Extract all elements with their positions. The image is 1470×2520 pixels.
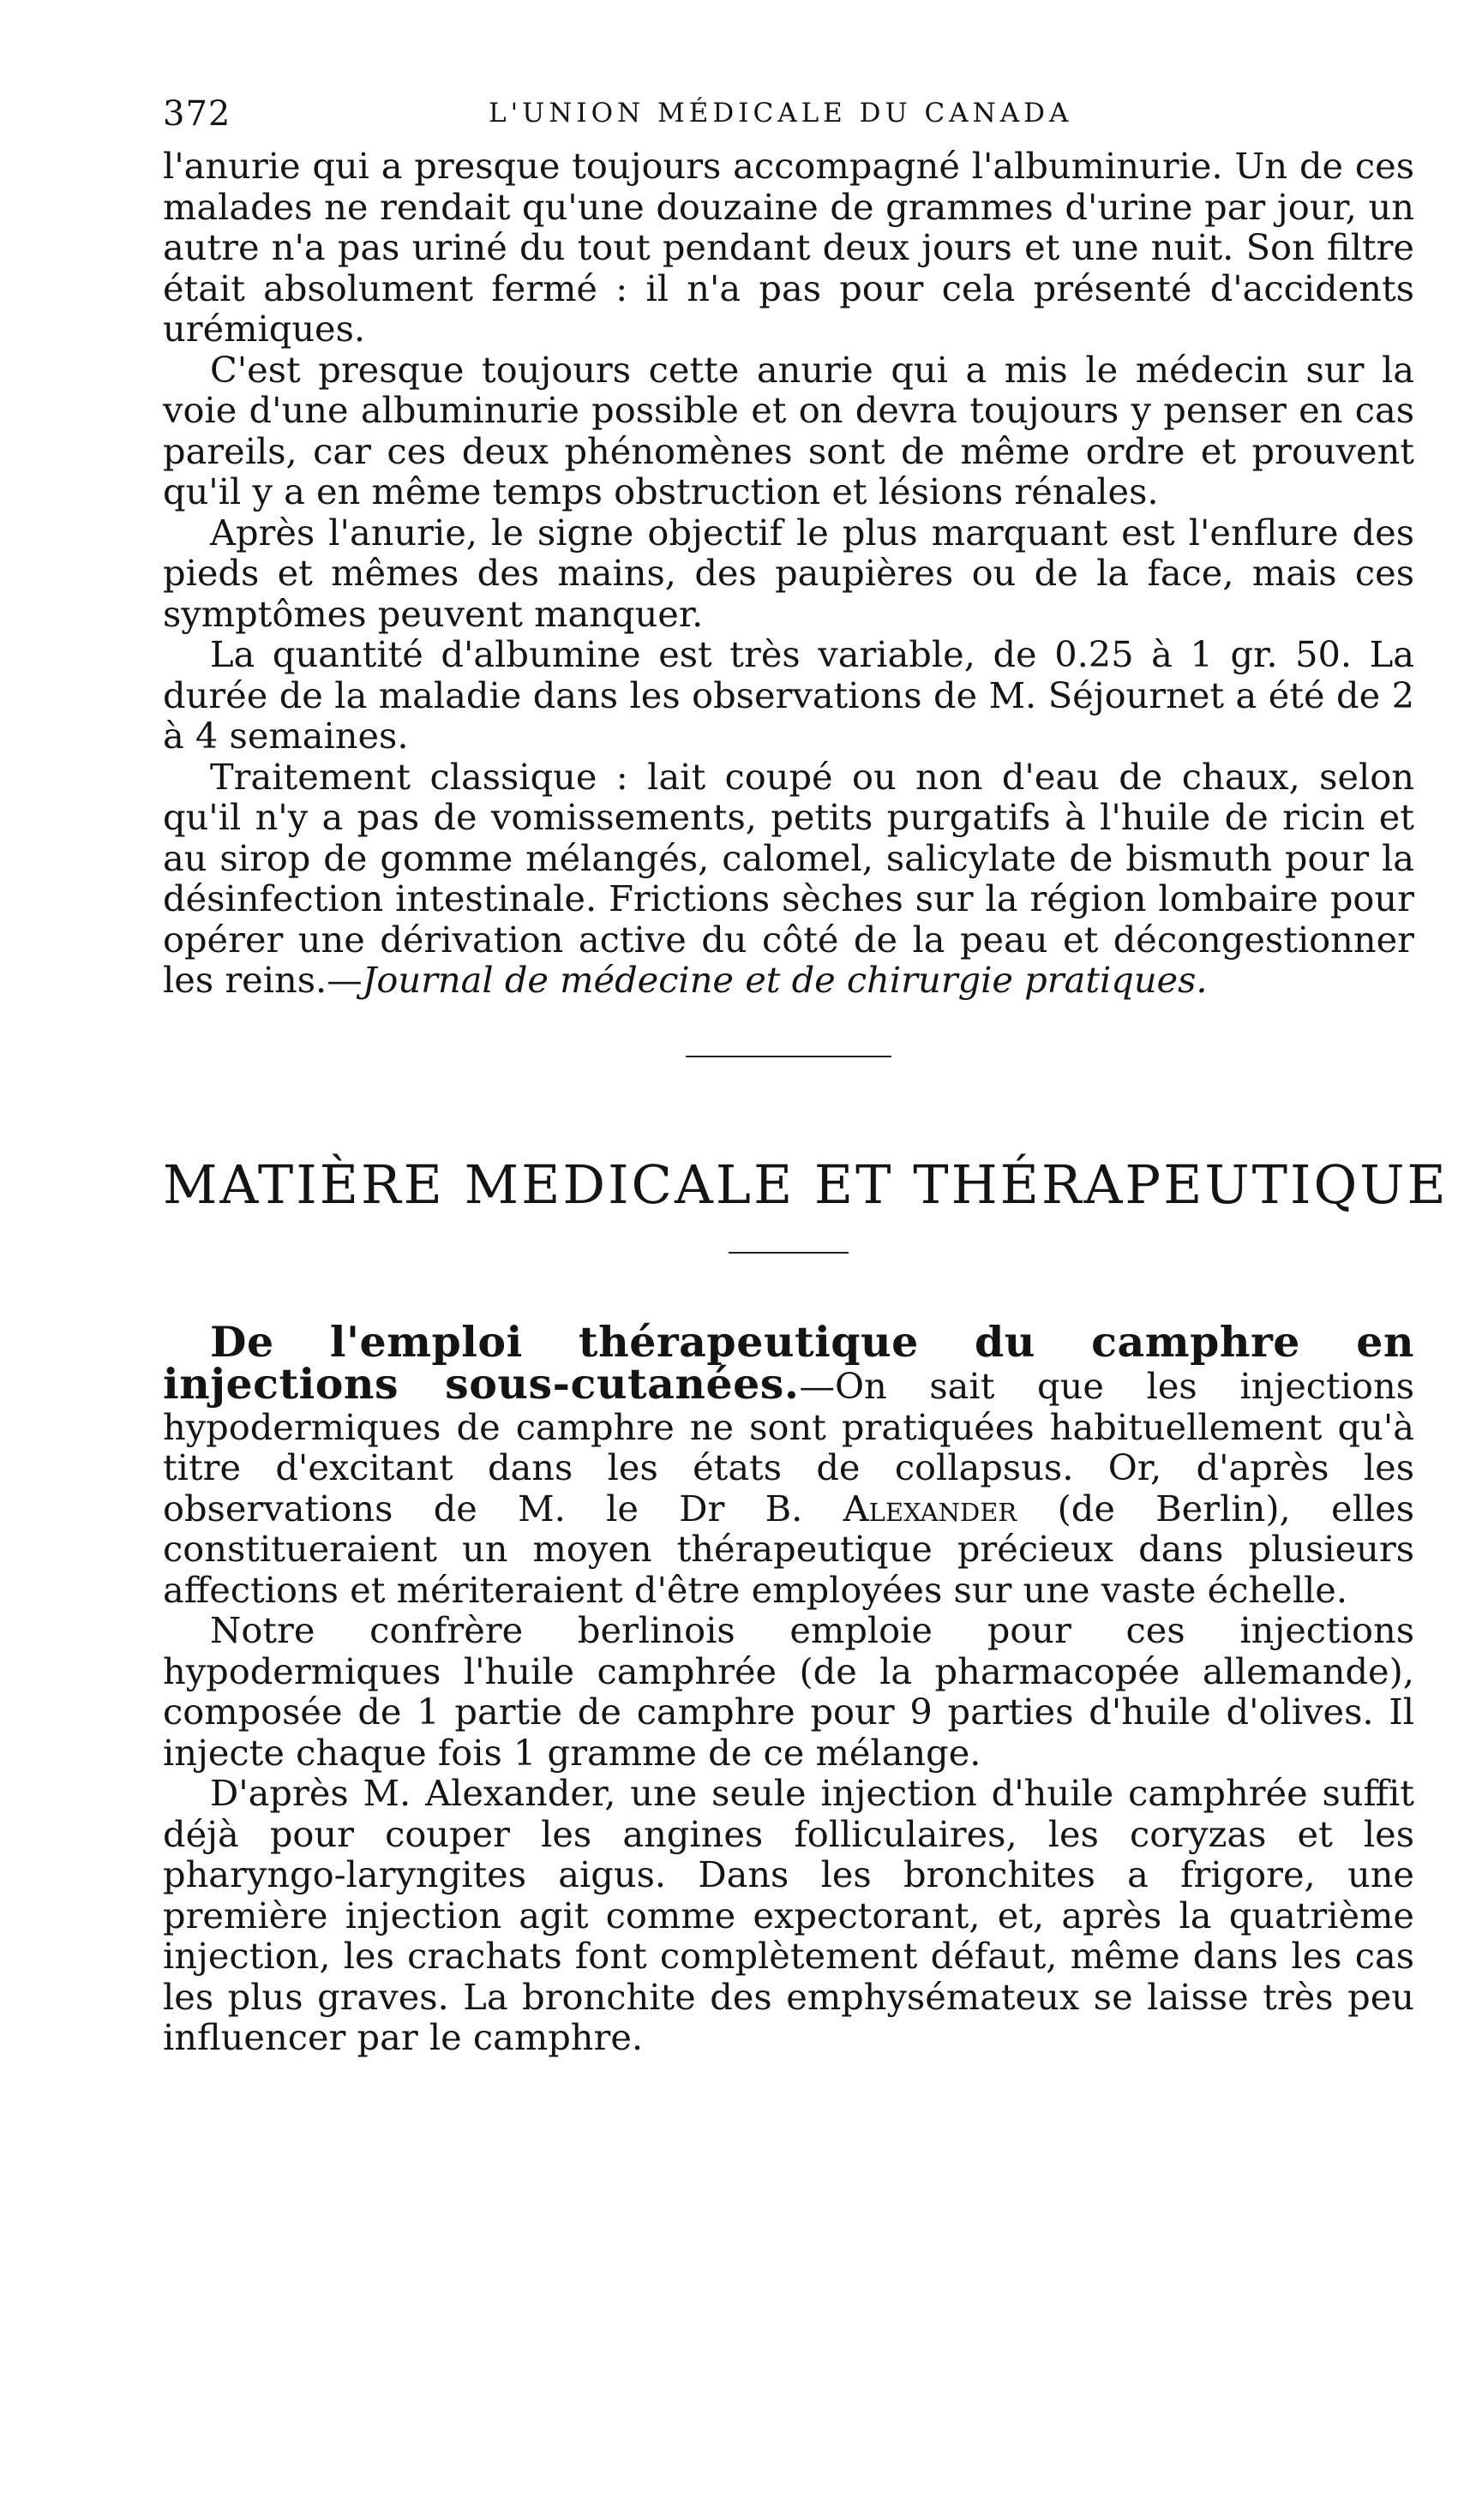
running-header <box>163 94 1414 146</box>
article-intro <box>163 1316 1415 1611</box>
paragraph: Notre confrère berlinois emploie pour ces injections hypodermiques l'huile camphrée (de la pharmacopée allemande), composée de 1 partie de camphre pour 9 parties d'huile d'olives. Il injecte chaque fois 1 gramme de ce mélange. <box>163 1609 1414 1774</box>
previous-article-text <box>163 146 1414 1001</box>
paragraph: D'après M. Alexander, une seule injection d'huile camphrée suffit déjà pour couper les angines folliculaires, les coryzas et les pharyngo-laryngites aigus. Dans les bronchites a frigore, une première injection agit comme expectorant, et, après la quatrième injection, les crachats font complètement défaut, même dans les cas les plus graves. La bronchite des emphysémateux se laisse très peu influencer par le camphre. <box>163 1772 1414 2058</box>
paragraph: Après l'anurie, le signe objectif le plus marquant est l'enflure des pieds et mêmes des mains, des paupières ou de la face, mais ces symptômes peuvent manquer. <box>163 511 1414 635</box>
section-title: MATIÈRE MEDICALE ET THÉRAPEUTIQUE <box>163 1152 1449 1216</box>
page-number: 372 <box>163 94 231 134</box>
source-citation: Journal de médecine et de chirurgie pratiques. <box>362 959 1208 1001</box>
paragraph-text: —On sait que les injections hypodermiques de camphre ne sont pratiquées habituellement qu'à titre d'excitant dans les états de collapsus. Or, d'après les observations de M. le Dr B. <box>163 1365 1414 1529</box>
author-name: Alexander <box>843 1487 1017 1529</box>
article <box>163 1316 1415 2058</box>
paragraph-text: Traitement classique : lait coupé ou non d'eau de chaux, selon qu'il n'y a pas de vomissements, petits purgatifs à l'huile de ricin et au sirop de gomme mélangés, calomel, salicylate de bismuth pour la désinfection intestinale. Frictions sèches sur la région lombaire pour opérer une dérivation active du côté de la peau et décongestionner les reins.— <box>163 755 1414 1001</box>
paragraph: l'anurie qui a presque toujours accompagné l'albuminurie. Un de ces malades ne rendait qu'une douzaine de grammes d'urine par jour, un autre n'a pas uriné du tout pendant deux jours et une nuit. Son filtre était absolument fermé : il n'a pas pour cela présenté d'accidents urémiques. <box>163 145 1414 350</box>
paragraph-with-source <box>163 757 1414 1001</box>
paragraph-text: (de Berlin), elles constitueraient un moyen thérapeutique précieux dans plusieurs affections et mériteraient d'être employées sur une vaste échelle. <box>163 1487 1415 1611</box>
paragraph: C'est presque toujours cette anurie qui a mis le médecin sur la voie d'une albuminurie possible et on devra toujours y penser en cas pareils, car ces deux phénomènes sont de même ordre et prouvent qu'il y a en même temps obstruction et lésions rénales. <box>163 348 1414 512</box>
paragraph: La quantité d'albumine est très variable, de 0.25 à 1 gr. 50. La durée de la maladie dans les observations de M. Séjournet a été de 2 à 4 semaines. <box>163 633 1414 757</box>
separator-rule <box>729 1252 849 1254</box>
journal-title: L'UNION MÉDICALE DU CANADA <box>489 98 1073 129</box>
book-page <box>163 94 1449 2058</box>
separator-rule <box>686 1056 891 1057</box>
article-heading: De l'emploi thérapeutique du camphre en injections sous-cutanées. <box>163 1316 1414 1409</box>
